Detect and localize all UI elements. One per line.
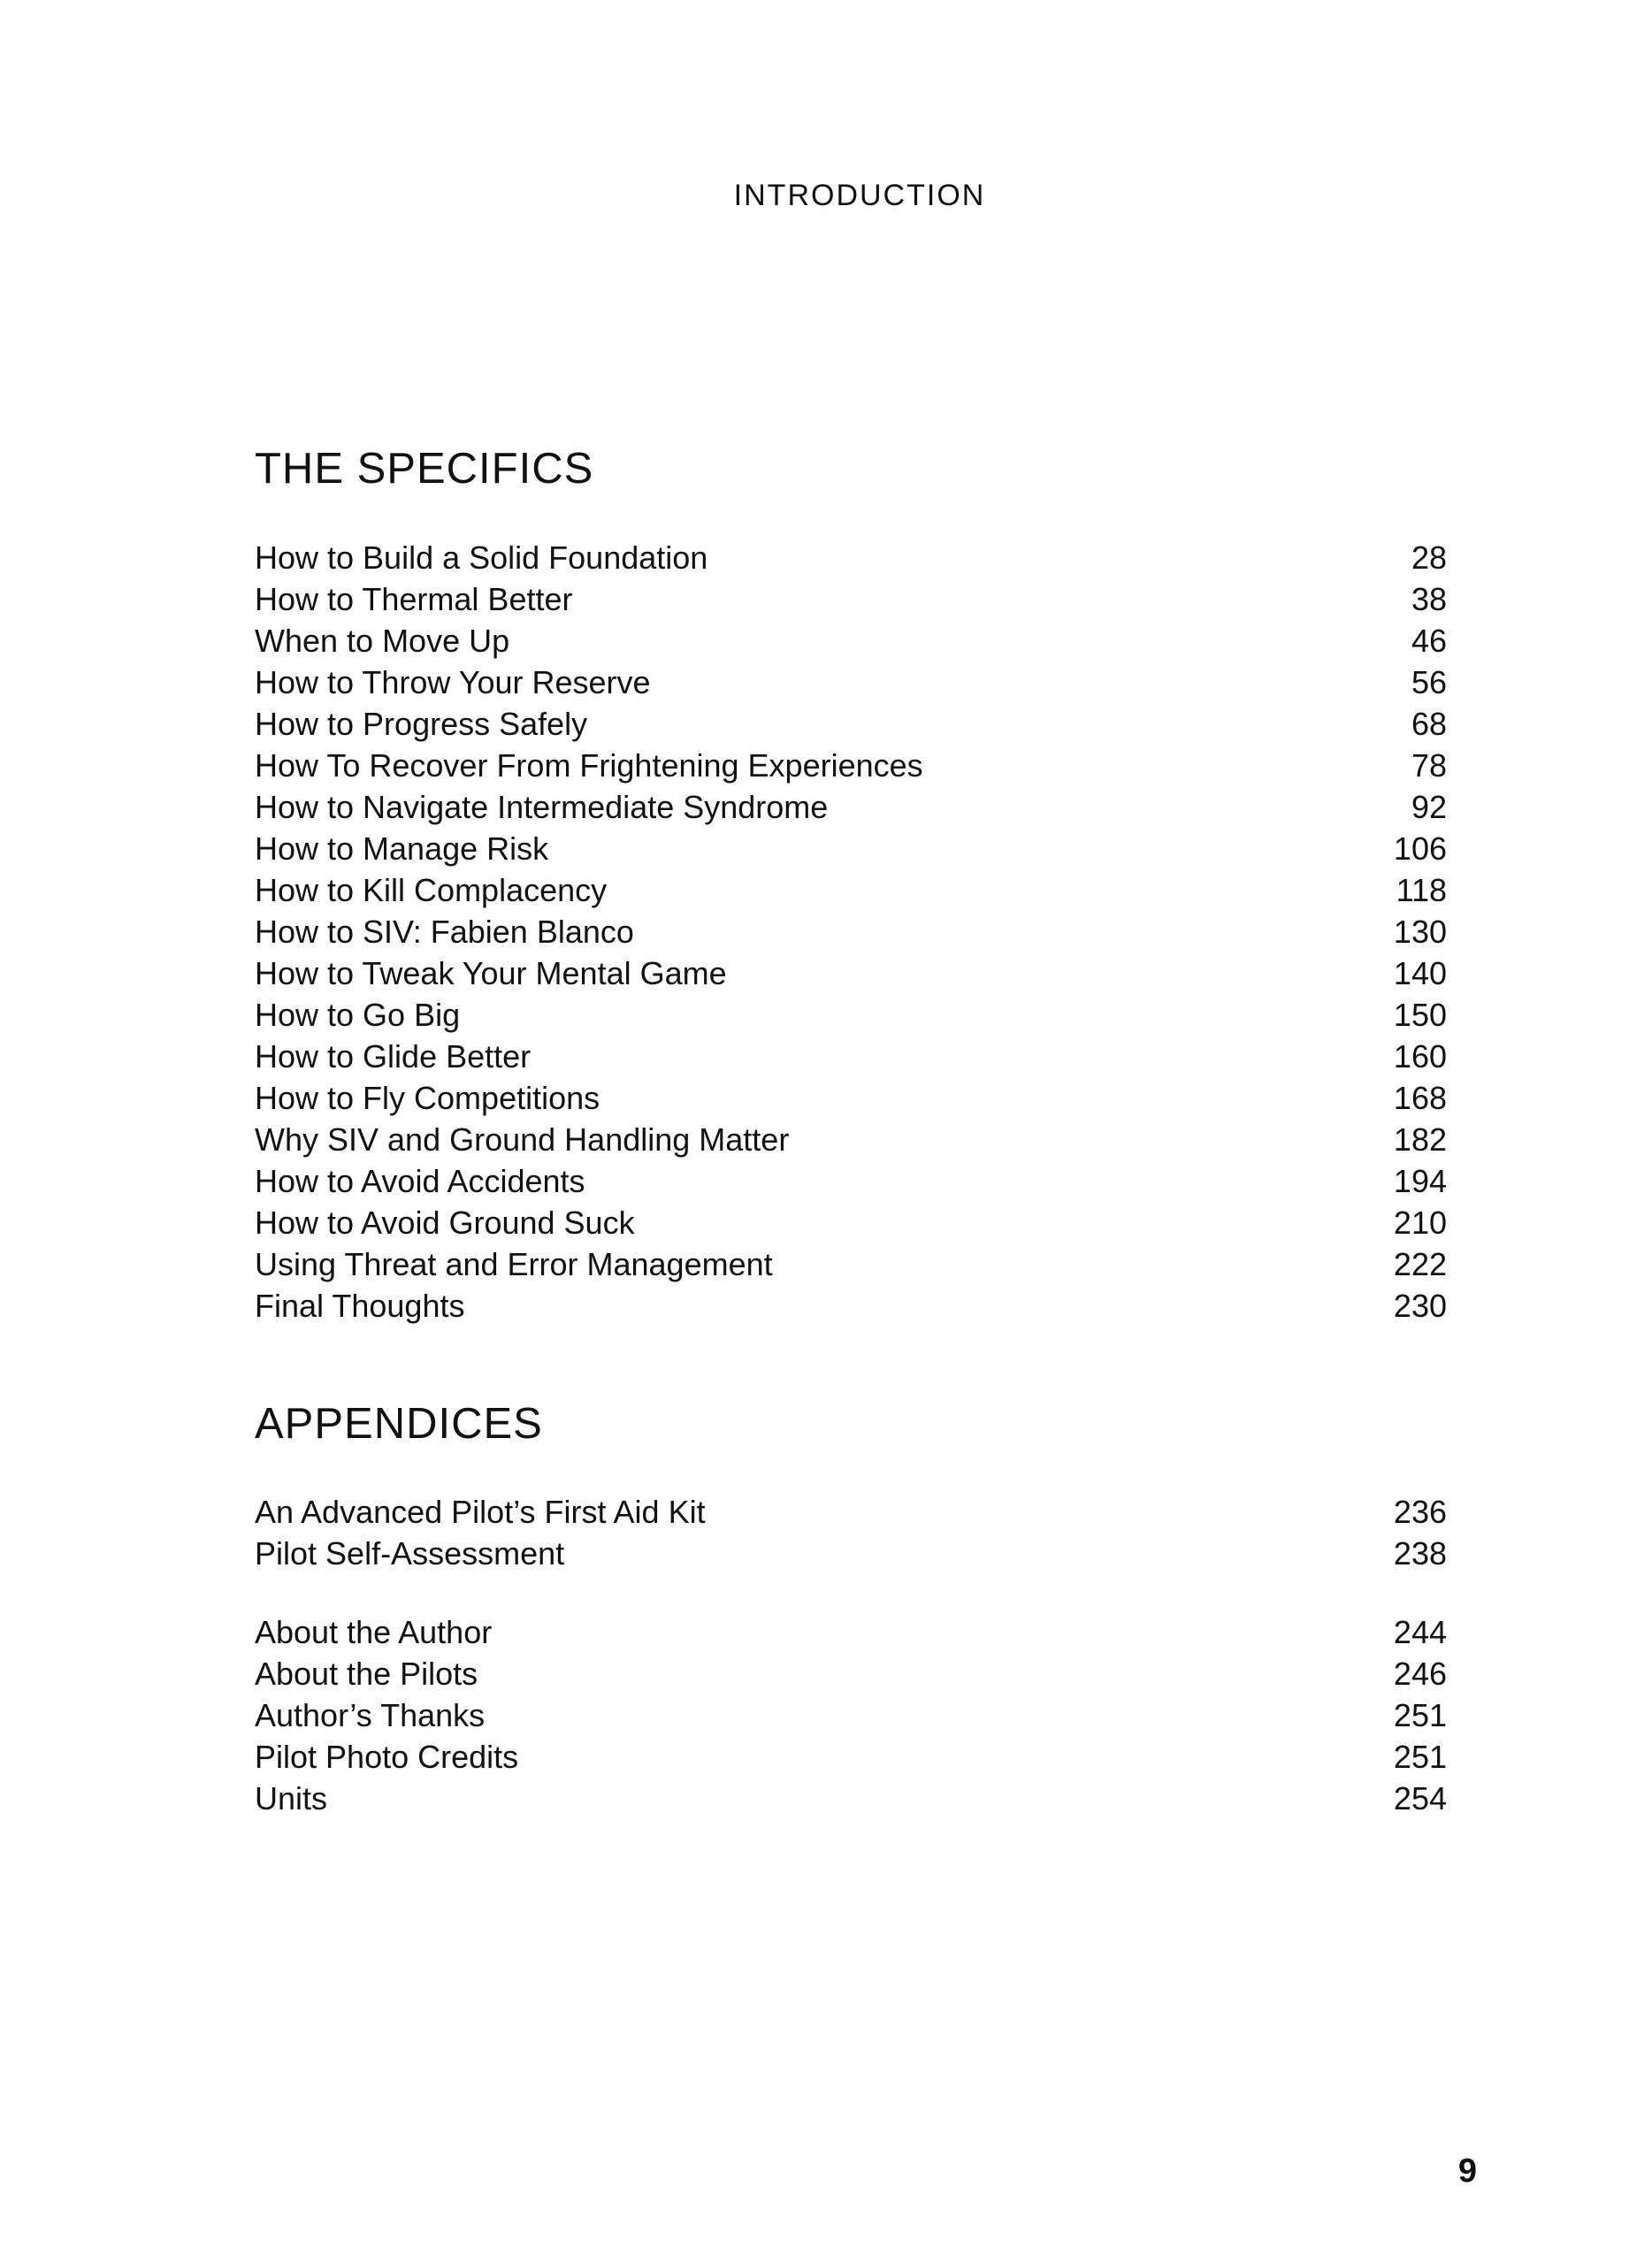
toc-entry-page: 160 (1393, 1038, 1447, 1075)
toc-entry (255, 869, 1447, 911)
toc-section-specifics (255, 442, 1447, 1327)
toc-entry (255, 952, 1447, 994)
toc-entry (255, 1160, 1447, 1202)
toc-entry-title: How to Glide Better (255, 1038, 532, 1075)
toc-entry-title: How to Fly Competitions (255, 1080, 600, 1116)
toc-entry (255, 786, 1447, 828)
toc-entry (255, 1694, 1447, 1736)
toc-entry-page: 254 (1393, 1780, 1447, 1817)
toc-entry (255, 1202, 1447, 1243)
toc-entry (255, 828, 1447, 869)
page-number: 9 (1457, 2153, 1477, 2190)
toc-entry-title: Final Thoughts (255, 1288, 465, 1324)
toc-entry-title: How to Kill Complacency (255, 872, 608, 908)
section-title-specifics: THE SPECIFICS (255, 445, 594, 493)
toc-entry-title: About the Author (255, 1614, 493, 1650)
toc-entry-title: How to Navigate Intermediate Syndrome (255, 789, 829, 825)
toc-entry-title: Using Threat and Error Management (255, 1246, 773, 1282)
toc-entry-title: How To Recover From Frightening Experiences (255, 747, 923, 784)
toc-entry-title: How to Throw Your Reserve (255, 664, 651, 700)
toc-entry-page: 244 (1393, 1614, 1447, 1650)
toc-entry (255, 1778, 1447, 1819)
toc-entry-page: 238 (1393, 1535, 1447, 1572)
toc-entry (255, 911, 1447, 952)
toc-entry-page: 251 (1393, 1697, 1447, 1733)
toc-entry-page: 182 (1393, 1121, 1447, 1158)
toc-section-back-matter (255, 1611, 1447, 1819)
toc-entry-page: 92 (1411, 789, 1447, 825)
toc-entry-title: Pilot Photo Credits (255, 1739, 519, 1775)
toc-entry-page: 130 (1393, 914, 1447, 950)
toc-entry (255, 662, 1447, 703)
toc-entry-page: 168 (1393, 1080, 1447, 1116)
toc-entry (255, 1653, 1447, 1694)
toc-entry-title: How to Thermal Better (255, 581, 573, 617)
toc-entry-title: Units (255, 1780, 328, 1817)
toc-entry (255, 578, 1447, 620)
toc-entry-title: An Advanced Pilot’s First Aid Kit (255, 1494, 706, 1530)
toc-entry (255, 1077, 1447, 1119)
toc-entry (255, 1285, 1447, 1327)
toc-entry (255, 1243, 1447, 1285)
toc-entry-page: 118 (1396, 872, 1447, 908)
toc-entry (255, 703, 1447, 745)
toc-entry-title: Author’s Thanks (255, 1697, 486, 1733)
toc-entry-title: How to Tweak Your Mental Game (255, 955, 727, 991)
toc-entry (255, 537, 1447, 578)
toc-entry-title: How to Avoid Ground Suck (255, 1205, 635, 1241)
toc-list-appendices (255, 1491, 1447, 1574)
toc-entry-page: 78 (1411, 747, 1447, 784)
toc-entry (255, 1036, 1447, 1077)
toc-entry (255, 1736, 1447, 1778)
toc-entry-page: 38 (1411, 581, 1447, 617)
toc-entry-title: How to SIV: Fabien Blanco (255, 914, 634, 950)
toc-entry-page: 68 (1411, 706, 1447, 742)
toc-entry-page: 230 (1393, 1288, 1447, 1324)
toc-entry (255, 745, 1447, 786)
toc-entry-page: 222 (1393, 1246, 1447, 1282)
toc-entry-title: When to Move Up (255, 623, 510, 659)
toc-entry-title: Pilot Self-Assessment (255, 1535, 565, 1572)
toc-entry-page: 106 (1393, 830, 1447, 867)
toc-list-specifics (255, 537, 1447, 1327)
toc-entry-page: 150 (1393, 997, 1447, 1033)
running-head: INTRODUCTION (733, 179, 986, 212)
toc-entry-title: How to Avoid Accidents (255, 1163, 585, 1199)
toc-entry-title: How to Manage Risk (255, 830, 549, 867)
toc-entry (255, 1119, 1447, 1160)
toc-entry-title: How to Build a Solid Foundation (255, 539, 708, 576)
toc-entry-title: How to Go Big (255, 997, 461, 1033)
toc-list-back-matter (255, 1611, 1447, 1819)
toc-entry (255, 1533, 1447, 1574)
toc-entry (255, 620, 1447, 662)
section-title-appendices: APPENDICES (255, 1400, 543, 1448)
toc-entry-page: 46 (1411, 623, 1447, 659)
toc-entry (255, 994, 1447, 1036)
toc-entry-page: 251 (1393, 1739, 1447, 1775)
toc-entry-page: 56 (1411, 664, 1447, 700)
toc-section-appendices (255, 1397, 1447, 1574)
toc-entry-page: 236 (1393, 1494, 1447, 1530)
toc-entry-title: Why SIV and Ground Handling Matter (255, 1121, 790, 1158)
toc-entry-page: 210 (1393, 1205, 1447, 1241)
toc-entry-page: 140 (1393, 955, 1447, 991)
toc-entry-page: 28 (1411, 539, 1447, 576)
toc-entry-page: 194 (1393, 1163, 1447, 1199)
toc-entry-title: About the Pilots (255, 1656, 478, 1692)
toc-entry-page: 246 (1393, 1656, 1447, 1692)
toc-entry (255, 1611, 1447, 1653)
toc-entry (255, 1491, 1447, 1533)
toc-entry-title: How to Progress Safely (255, 706, 588, 742)
